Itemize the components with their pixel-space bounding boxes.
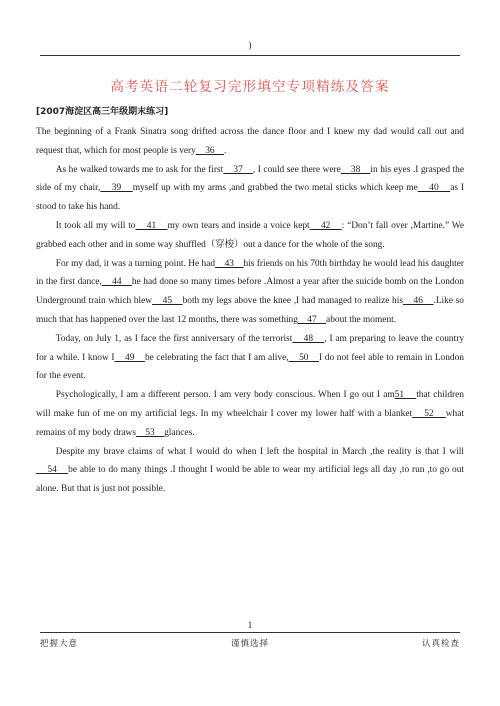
answer-blank: 42	[309, 220, 342, 231]
passage-text: both my legs above the knee ,I had managed to realize his	[182, 296, 403, 307]
passage-text: what remains of my body draws	[36, 408, 465, 438]
answer-blank: 54	[36, 465, 69, 476]
passage-text: my own tears and inside a voice kept	[167, 220, 310, 231]
passage-text: as I stood to take his hand.	[36, 183, 465, 213]
passage-text: It took all my will to	[55, 220, 136, 231]
answer-blank: 52	[412, 408, 446, 419]
passage-paragraph	[36, 443, 464, 499]
passage-paragraph	[36, 255, 464, 330]
answer-blank: 50	[288, 352, 320, 363]
answer-blank: 37	[223, 164, 253, 175]
answer-blank: 36	[195, 145, 224, 156]
passage-text: Today, on July 1, as I face the first anniversary of the terrorist	[55, 333, 293, 344]
passage-text: Despite my brave claims of what I would do when I left the hospital in March ,the reality is that I will	[55, 446, 464, 457]
answer-blank: 47	[297, 314, 327, 325]
passage-text: : “Don’t fall over ,Martine.” We grabbed each other and in some way shuffled（穿梭）out a dance for the whole of the song.	[36, 220, 465, 250]
header-divider	[40, 55, 460, 56]
passage-paragraph	[36, 123, 464, 161]
passage-paragraph	[36, 217, 464, 255]
passage-text: , I am preparing to leave the country for a while. I know I	[36, 333, 465, 363]
passage-text: that children will make fun of me on my artificial legs. In my wheelchair I cover my lower half with a blanket	[36, 390, 464, 419]
passage-text: As he walked towards me to ask for the first	[55, 164, 224, 175]
passage-text: Psychologically, I am a different person. I am very body conscious. When I go out I am	[55, 390, 395, 401]
passage-paragraph	[36, 330, 464, 386]
answer-blank: 43	[215, 258, 244, 269]
passage-text: be able to do many things .I thought I would be able to wear my artificial legs all day ,to run ,to go out alone. But that is just not possible.	[36, 465, 465, 495]
answer-blank: 38	[340, 164, 371, 175]
document-title: 高考英语二轮复习完形填空专项精练及答案	[110, 79, 390, 95]
passage-text: myself up with my arms ,and grabbed the two metal sticks which keep me	[132, 183, 418, 194]
answer-blank: 41	[135, 220, 168, 231]
footer-divider	[40, 632, 460, 633]
passage-text: For my dad, it was a turning point. He had	[55, 258, 216, 269]
passage-text: .Like so much that has happened over the last 12 months, there was something	[36, 296, 464, 325]
answer-blank: 40	[417, 183, 451, 194]
answer-blank: 44	[101, 277, 132, 288]
passage-text: his friends on his 70th birthday he would lead his daughter in the first dance,	[36, 258, 465, 288]
passage-paragraph	[36, 386, 464, 442]
page-number: 1	[247, 620, 253, 630]
answer-blank: 51	[394, 390, 417, 401]
page-header-mark: )	[248, 40, 252, 50]
passage-text: glances.	[164, 427, 195, 438]
passage-text: I do not feel able to remain in London for the event.	[36, 352, 464, 382]
passage-body	[36, 123, 464, 499]
passage-paragraph	[36, 161, 464, 217]
exam-source-label: [2007海淀区高三年级期末练习]	[36, 107, 169, 117]
footer-center: 谨慎选择	[230, 639, 269, 649]
passage-text: he had done so many times before .Almost a year after the suicide bomb on the London Underground train which blew	[36, 277, 464, 307]
passage-text: The beginning of a Frank Sinatra song drifted across the dance floor and I knew my dad would call out and request that, which for most people is very	[36, 127, 464, 156]
answer-blank: 39	[100, 183, 133, 194]
passage-text: be celebrating the fact that I am alive,	[144, 352, 289, 363]
answer-blank: 45	[152, 296, 183, 307]
page-footer	[40, 637, 460, 649]
footer-right: 认真检查	[421, 639, 460, 649]
passage-text: about the moment.	[326, 314, 397, 325]
footer-left: 把握大意	[40, 639, 79, 649]
answer-blank: 49	[114, 352, 145, 363]
passage-text: .	[223, 145, 227, 156]
answer-blank: 48	[292, 333, 325, 344]
answer-blank: 46	[402, 296, 434, 307]
passage-text: , I could see there were	[252, 164, 341, 175]
passage-text: in his eyes .I grasped the side of my chair,	[36, 164, 465, 194]
answer-blank: 53	[135, 427, 165, 438]
